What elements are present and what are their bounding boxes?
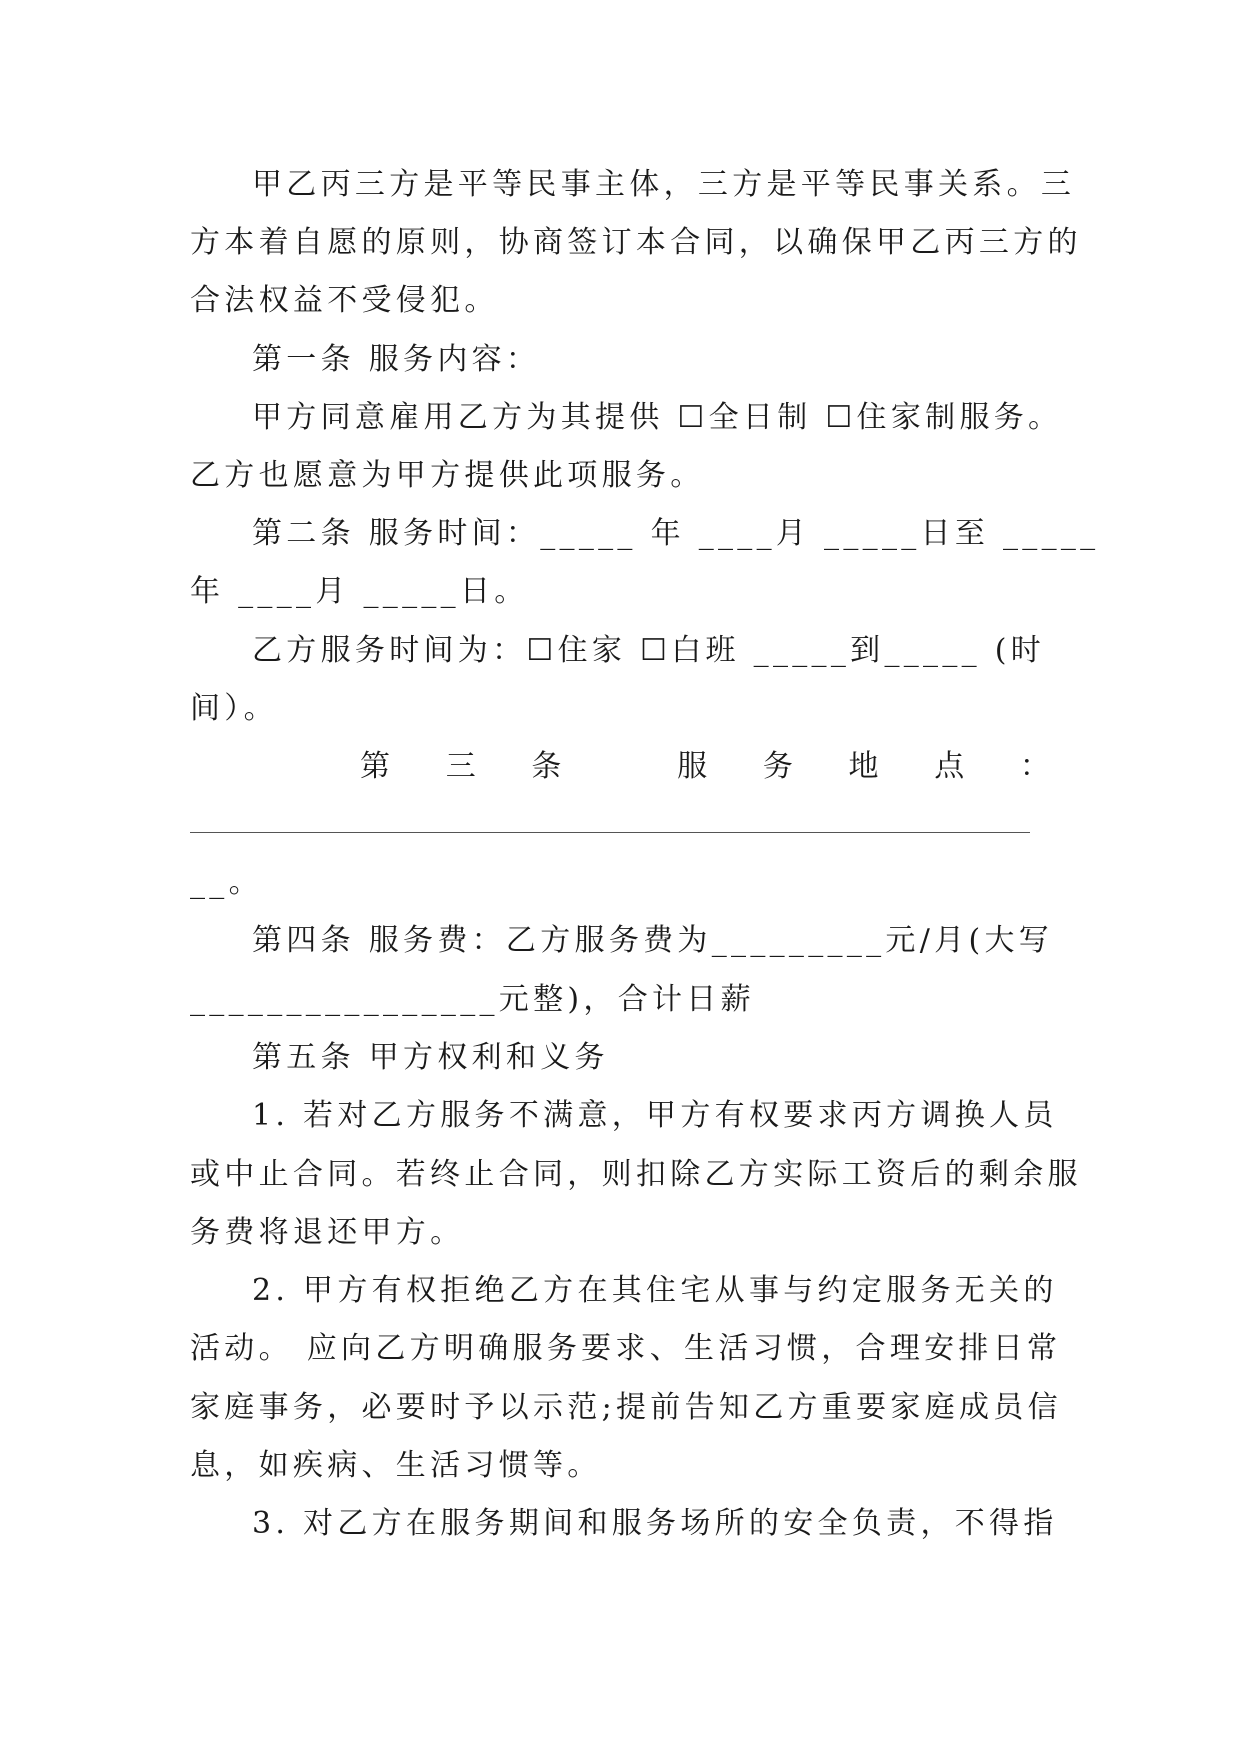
article-3-char: 地 [848,749,879,784]
service-hours-line-2: 间）。 [190,691,278,726]
article-3-char: ： [1019,749,1050,784]
item-3-line-1: 3. 对乙方在服务期间和服务场所的安全负责，不得指 [252,1506,1058,1541]
article-1-heading: 第一条 服务内容： [252,342,541,377]
article-3-char: 点 [934,749,965,784]
service-hours-line-1: 乙方服务时间为：☐住家 ☐白班 _____到_____ (时 [252,633,1046,668]
article-2-line-2: 年 ____月 _____日。 [190,574,529,609]
article-3-char: 务 [762,749,793,784]
item-2-line-4: 息，如疾病、生活习惯等。 [190,1448,602,1483]
item-1-line-3: 务费将退还甲方。 [190,1215,465,1250]
article-4-line-1: 第四条 服务费：乙方服务费为_________元/月(大写 [252,923,1054,958]
item-2-line-2: 活动。 应向乙方明确服务要求、生活习惯，合理安排日常 [190,1331,1062,1366]
article-3-char: 第 [360,749,390,784]
paragraph-intro-line-2: 方本着自愿的原则，协商签订本合同，以确保甲乙丙三方的 [190,225,1082,260]
article-1-text-line-1: 甲方同意雇用乙方为其提供 ☐全日制 ☐住家制服务。 [252,400,1063,435]
article-4-line-2: ________________元整)，合计日薪 [190,982,755,1017]
paragraph-intro-line-1: 甲乙丙三方是平等民事主体，三方是平等民事关系。三 [252,167,1076,202]
article-3-char: 服 [677,749,708,784]
address-blank-end: __。 [190,865,263,900]
article-3-char: 条 [531,749,562,784]
item-1-line-2: 或中止合同。若终止合同，则扣除乙方实际工资后的剩余服 [190,1157,1082,1192]
article-2-line-1: 第二条 服务时间：_____ 年 ____月 _____日至 _____ [252,516,1100,551]
article-5-heading: 第五条 甲方权利和义务 [252,1040,609,1075]
paragraph-intro-line-3: 合法权益不受侵犯。 [190,283,499,318]
article-1-text-line-2: 乙方也愿意为甲方提供此项服务。 [190,458,705,493]
item-2-line-3: 家庭事务，必要时予以示范;提前告知乙方重要家庭成员信 [190,1390,1062,1425]
item-2-line-1: 2. 甲方有权拒绝乙方在其住宅从事与约定服务无关的 [252,1273,1058,1308]
article-3-char: 三 [445,749,476,784]
item-1-line-1: 1. 若对乙方服务不满意，甲方有权要求丙方调换人员 [252,1098,1058,1133]
address-blank-line [190,832,1030,833]
article-3-heading [360,747,1050,787]
